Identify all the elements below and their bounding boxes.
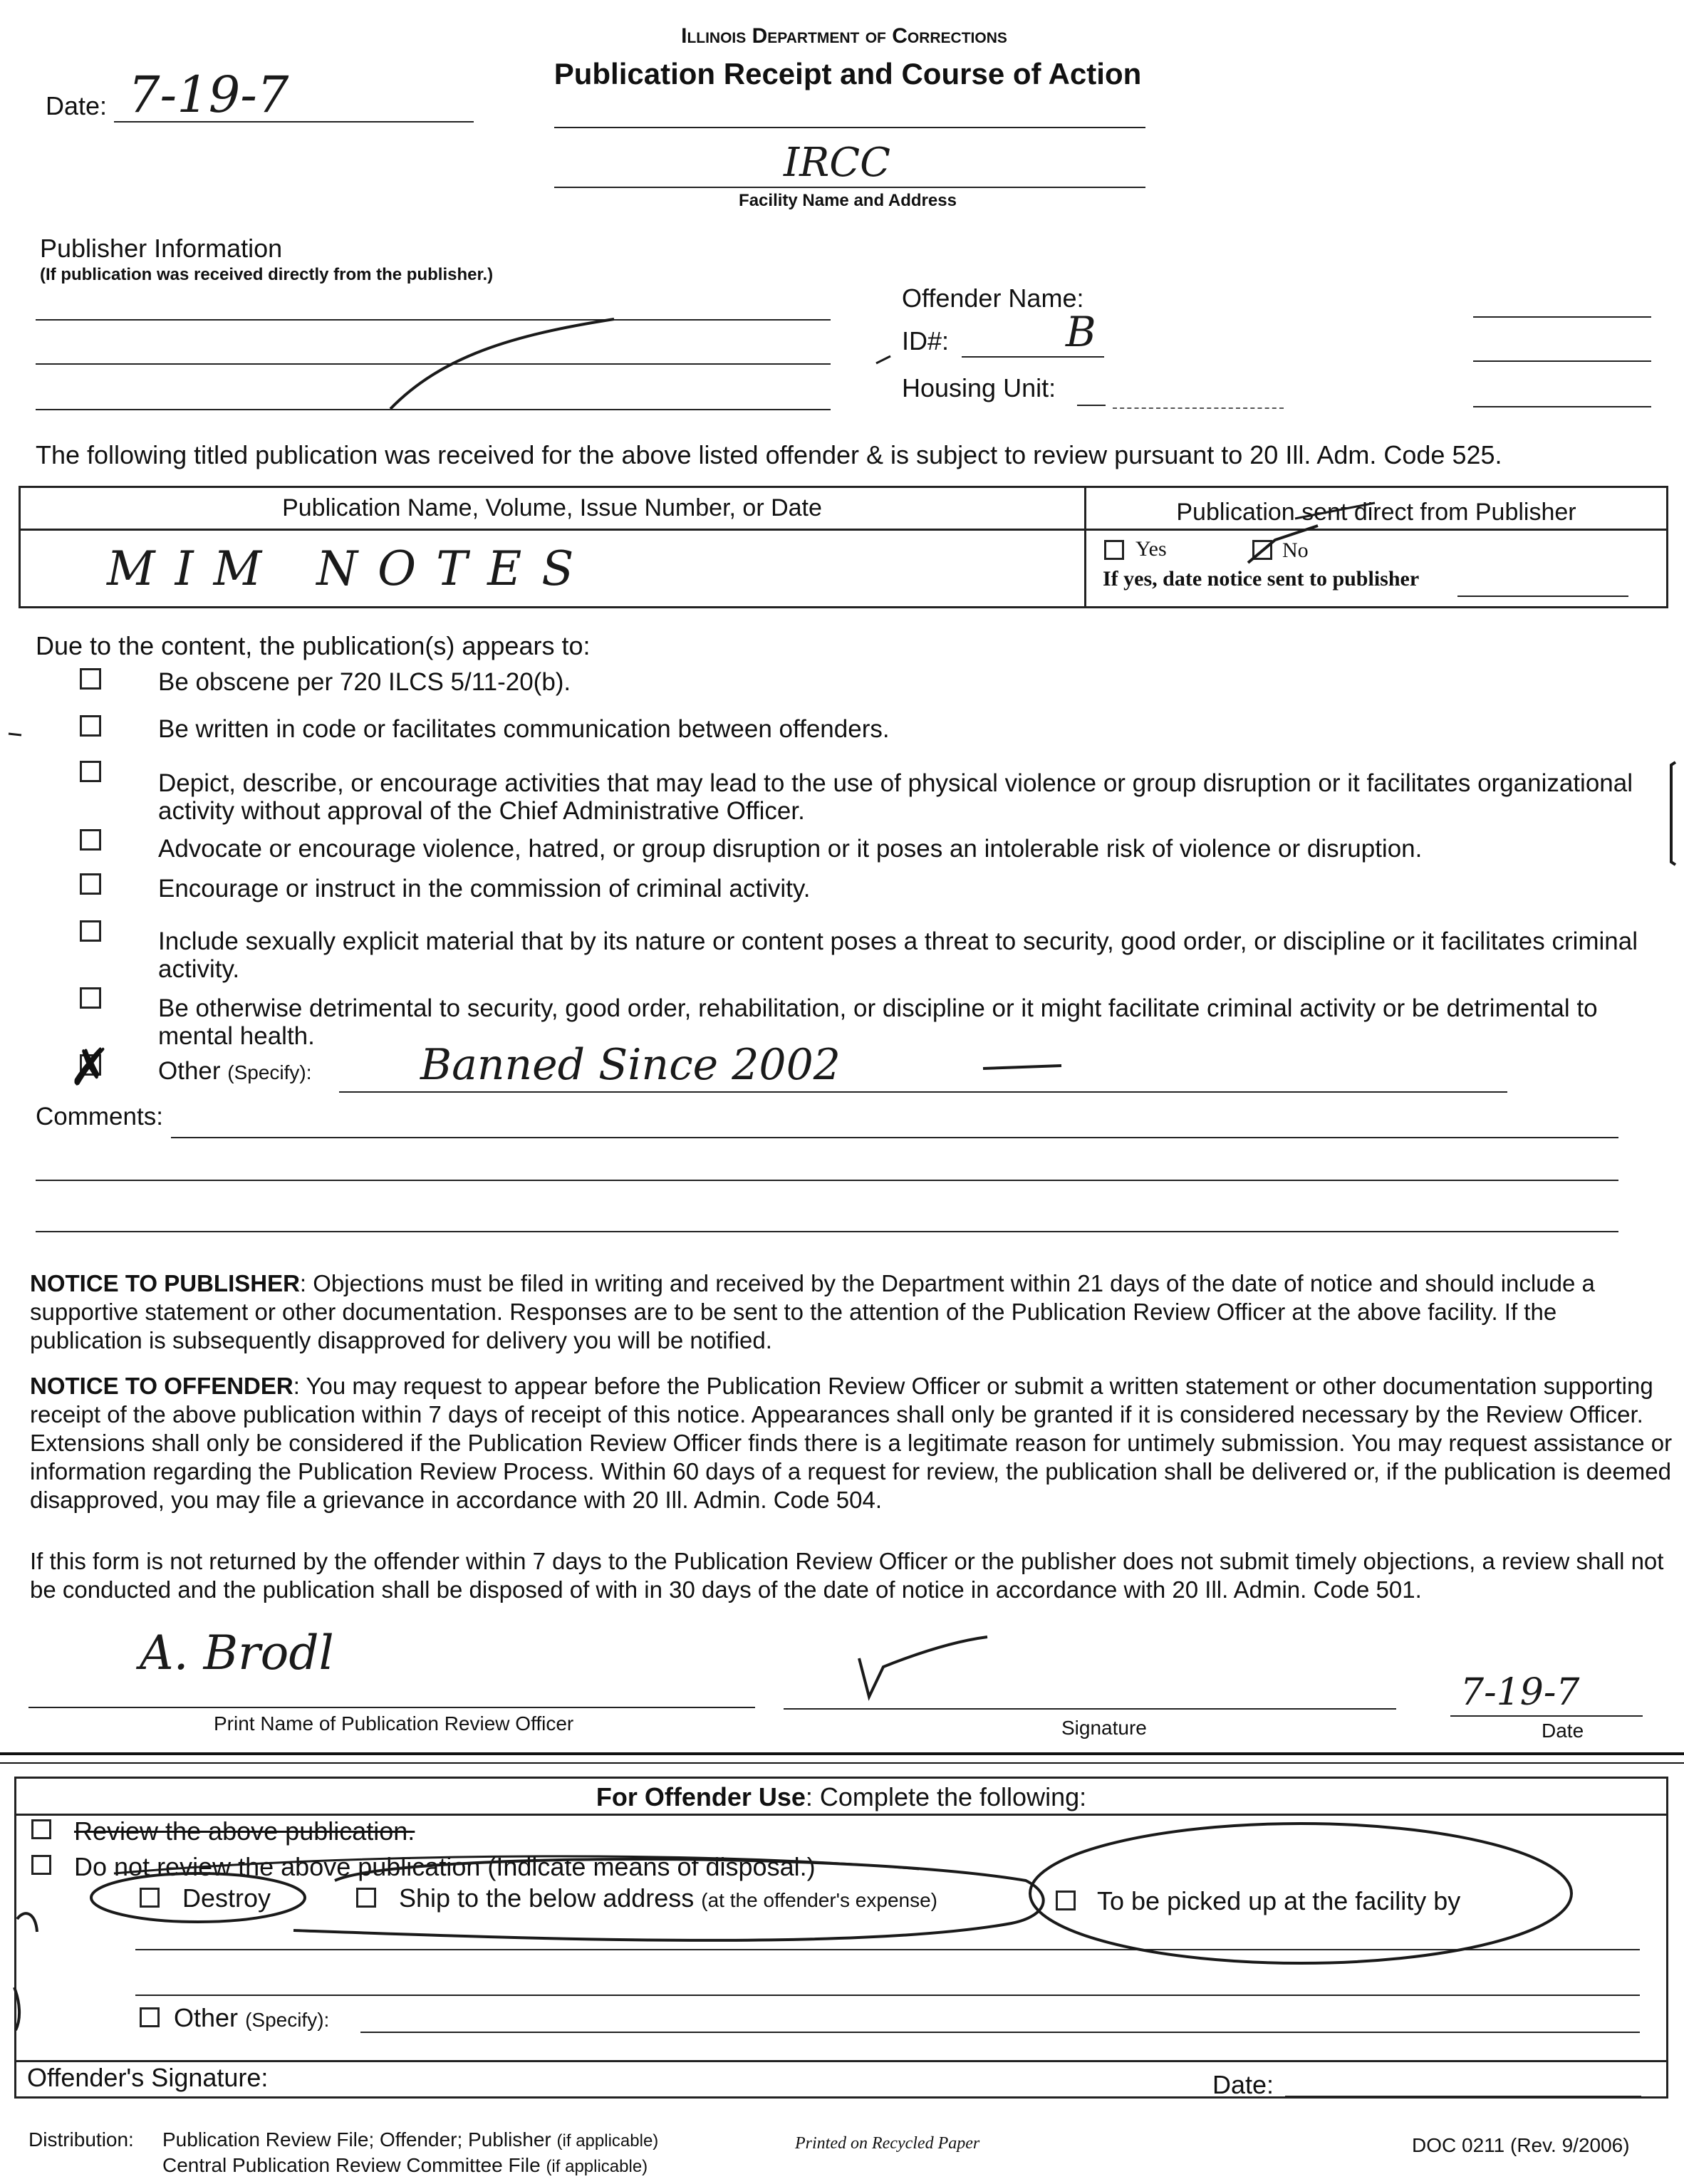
pickup-checkbox[interactable] — [1056, 1891, 1076, 1910]
offender-other-label: Other (Specify): — [174, 2003, 330, 2032]
form-number: DOC 0211 (Rev. 9/2006) — [1412, 2134, 1630, 2156]
publication-name-value: MIM NOTES — [107, 541, 594, 596]
do-not-review-label: Do not review the above publication (Indicate means of disposal.) — [74, 1852, 816, 1881]
ship-note: (at the offender's expense) — [701, 1889, 937, 1911]
sent-direct-yes-checkbox[interactable] — [1104, 540, 1124, 560]
offender-use-heading: For Offender Use: Complete the following: — [596, 1782, 1087, 1811]
comments-line-3 — [36, 1231, 1618, 1232]
housing-unit-label: Housing Unit: — [902, 373, 1056, 402]
date-value: 7-19-7 — [128, 66, 289, 124]
offender-other-specify: (Specify): — [245, 2009, 330, 2031]
review-date-label: Date — [1542, 1720, 1584, 1742]
publisher-line-3 — [36, 409, 831, 410]
review-publication-checkbox[interactable] — [31, 1819, 51, 1839]
form-title: Publication Receipt and Course of Action — [553, 57, 1142, 90]
criterion-obscene: Be obscene per 720 ILCS 5/11-20(b). — [158, 668, 571, 696]
criterion-checkbox-obscene[interactable] — [80, 668, 101, 690]
pickup-label: To be picked up at the facility by — [1097, 1886, 1461, 1915]
notice-to-offender-heading: NOTICE TO OFFENDER — [30, 1373, 293, 1399]
closing-paragraph: If this form is not returned by the offender within 7 days to the Publication Review Officer or the publisher does not submit timely objections, a review shall not be conducted and the publication shall be disposed of with in 30 days of the date of notice in accordance with 20 Ill. Admin. Code 501. — [30, 1548, 1664, 1603]
criterion-checkbox-code[interactable] — [80, 715, 101, 737]
notice-to-offender: NOTICE TO OFFENDER: You may request to appear before the Publication Review Officer or submit a written statement or other documentation supporting receipt of the above publication within 7 days of receipt of this notice. Appearances shall only be granted if it is considered necessary by the Review Officer. Extensions shall only be considered if the Publication Review Officer finds there is a legitimate reason for untimely submission. You may request assistance or information regarding the Publication Review Process. Within 60 days of a request for review, the publication shall be delivered or, if the publication is deemed disapproved, you may file a grievance in accordance with 20 Ill. Admin. Code 504. — [30, 1373, 1673, 1513]
facility-name-label: Facility Name and Address — [739, 191, 957, 210]
sent-direct-yes-label: Yes — [1135, 537, 1167, 561]
comments-line-2 — [36, 1180, 1618, 1181]
destroy-label: Destroy — [182, 1883, 271, 1913]
ship-label: Ship to the below address (at the offender's expense) — [399, 1883, 937, 1913]
ship-checkbox[interactable] — [356, 1888, 376, 1908]
distribution-line-2: Central Publication Review Committee File (if applicable) — [162, 2154, 648, 2176]
publication-name-header: Publication Name, Volume, Issue Number, or Date — [282, 494, 822, 521]
signature-label: Signature — [1061, 1717, 1147, 1739]
date-label: Date: — [46, 91, 108, 120]
criterion-criminal-activity: Encourage or instruct in the commission of criminal activity. — [158, 875, 811, 903]
sent-direct-header: Publication sent direct from Publisher — [1176, 499, 1576, 526]
facility-name-value: IRCC — [784, 140, 890, 186]
notice-sent-label: If yes, date notice sent to publisher — [1103, 567, 1420, 591]
publisher-line-2 — [36, 363, 831, 365]
department-name: Illinois Department of Corrections — [681, 24, 1007, 48]
criterion-checkbox-criminal-activity[interactable] — [80, 873, 101, 895]
sent-direct-no-label: No — [1282, 539, 1309, 562]
other-specify-label: (Specify): — [227, 1061, 312, 1083]
comments-label: Comments: — [36, 1103, 163, 1130]
review-officer-name-label: Print Name of Publication Review Officer — [214, 1712, 574, 1735]
sent-direct-no-checkbox[interactable] — [1252, 540, 1272, 560]
offender-signature-label: Offender's Signature: — [27, 2063, 269, 2092]
recycled-paper-note: Printed on Recycled Paper — [795, 2134, 980, 2153]
content-intro: Due to the content, the publication(s) appears to: — [36, 631, 591, 660]
notice-to-publisher-heading: NOTICE TO PUBLISHER — [30, 1270, 300, 1296]
review-officer-name-value: A. Brodl — [140, 1626, 334, 1680]
criterion-code: Be written in code or facilitates communication between offenders. — [158, 715, 890, 743]
offender-id-value: B — [1066, 308, 1096, 356]
offender-name-label: Offender Name: — [902, 284, 1084, 313]
notice-to-publisher: NOTICE TO PUBLISHER: Objections must be filed in writing and received by the Department within 21 days of the date of notice and should include a supportive statement or other documentation. Responses are to be sent to the attention of the Publication Review Officer at the above facility. If the publication is subsequently disapproved for delivery you will be notified. — [30, 1270, 1595, 1353]
destroy-checkbox[interactable] — [140, 1888, 160, 1908]
review-date-value: 7-19-7 — [1460, 1671, 1580, 1714]
other-checkmark: ✗ — [68, 1037, 112, 1097]
comments-line-1 — [171, 1137, 1618, 1138]
criterion-checkbox-advocate-violence[interactable] — [80, 829, 101, 851]
criterion-advocate-violence: Advocate or encourage violence, hatred, or group disruption or it poses an intolerable risk of violence or disruption. — [158, 835, 1423, 863]
intro-sentence: The following titled publication was received for the above listed offender & is subject to review pursuant to 20 Ill. Adm. Code 525. — [36, 440, 1502, 469]
criterion-checkbox-violence-activities[interactable] — [80, 761, 101, 782]
distribution-label: Distribution: — [28, 2128, 134, 2151]
criterion-checkbox-detrimental[interactable] — [80, 987, 101, 1009]
criterion-sexually-explicit: Include sexually explicit material that by its nature or content poses a threat to security, good order, or discipline or it facilitates criminal activity. — [158, 927, 1638, 983]
publisher-line-1 — [36, 319, 831, 321]
offender-id-label: ID#: — [902, 326, 950, 355]
offender-date-label: Date: — [1212, 2070, 1274, 2099]
offender-other-checkbox[interactable] — [140, 2007, 160, 2027]
do-not-review-checkbox[interactable] — [31, 1855, 51, 1875]
review-publication-label: Review the above publication. — [74, 1816, 415, 1846]
criterion-violence-activities: Depict, describe, or encourage activities that may lead to the use of physical violence or group disruption or it facilitates organizational activity without approval of the Chief Administrative Officer. — [158, 769, 1633, 825]
criterion-checkbox-sexually-explicit[interactable] — [80, 920, 101, 942]
other-value: Banned Since 2002 — [420, 1040, 841, 1090]
distribution-line-1: Publication Review File; Offender; Publisher (if applicable) — [162, 2128, 659, 2151]
criterion-detrimental: Be otherwise detrimental to security, good order, rehabilitation, or discipline or it might facilitate criminal activity or be detrimental to mental health. — [158, 994, 1598, 1050]
publisher-info-note: (If publication was received directly from the publisher.) — [40, 265, 494, 284]
other-label: Other (Specify): — [158, 1057, 312, 1085]
publisher-info-title: Publisher Information — [40, 234, 283, 263]
